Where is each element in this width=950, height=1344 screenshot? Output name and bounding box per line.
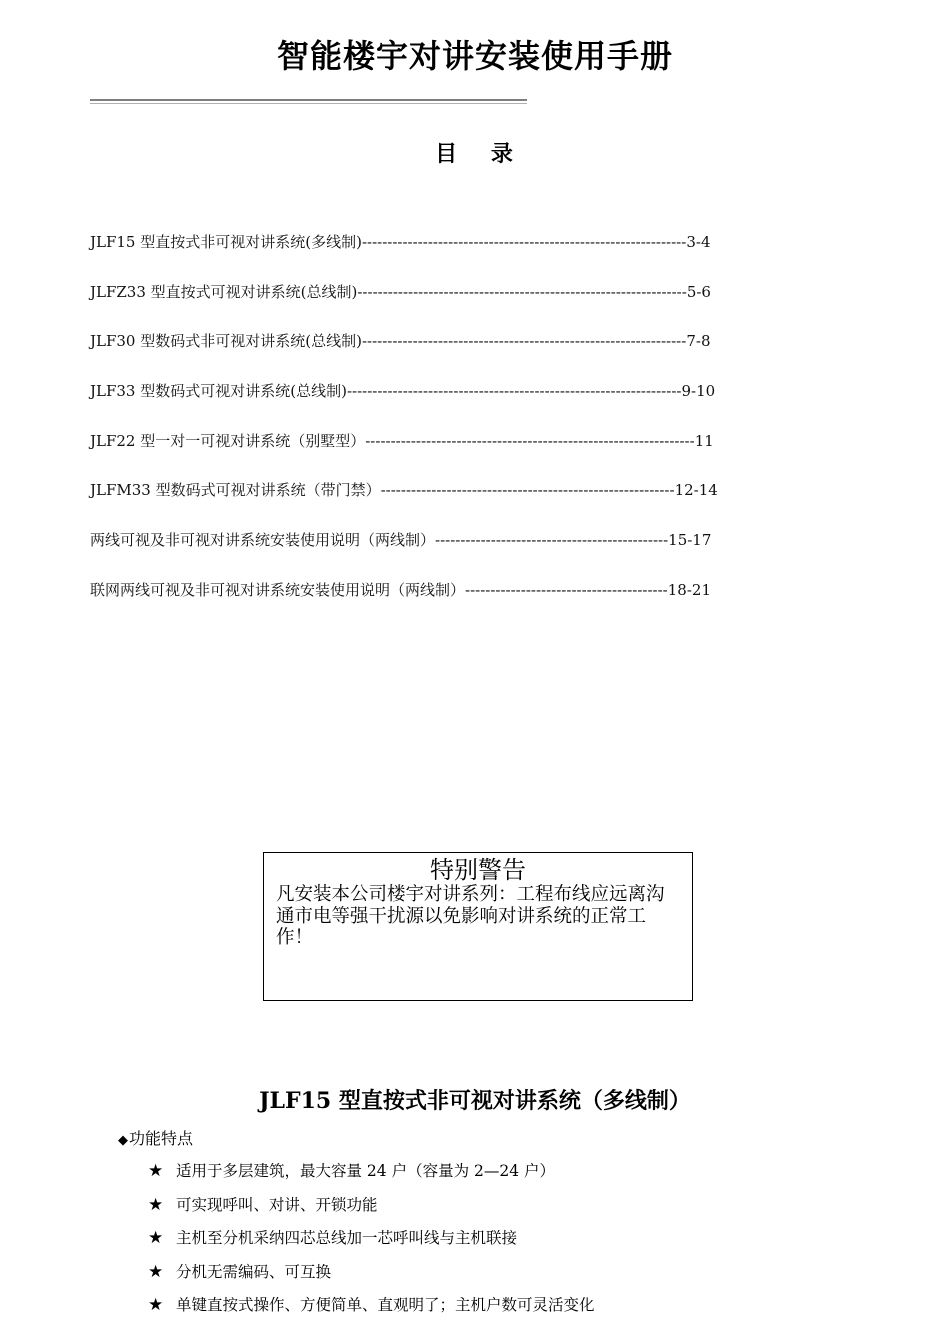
toc-entry[interactable] bbox=[90, 377, 850, 427]
feature-item bbox=[148, 1159, 595, 1193]
toc-entry[interactable] bbox=[90, 228, 850, 278]
section-title: JLF15 型直按式非可视对讲系统（多线制） bbox=[259, 1088, 691, 1114]
warning-text: 凡安装本公司楼宇对讲系列：工程布线应远离沟通市电等强干扰源以免影响对讲系统的正常工作！ bbox=[276, 884, 665, 948]
table-of-contents bbox=[90, 228, 850, 626]
toc-entry-title: 两线可视及非可视对讲系统安装使用说明（两线制）---------------------------------------------- bbox=[90, 531, 669, 550]
title-underline-rule bbox=[90, 99, 527, 101]
toc-entry-title: JLFZ33 型直按式可视对讲系统(总线制)----------------------------------------------------------------- bbox=[90, 282, 687, 301]
feature-item bbox=[148, 1293, 595, 1327]
toc-entry-title: JLF33 型数码式可视对讲系统(总线制)------------------------------------------------------------------ bbox=[90, 382, 682, 401]
toc-entry-pages: 18-21 bbox=[667, 580, 711, 599]
toc-entry-pages: 9-10 bbox=[681, 382, 716, 401]
toc-entry-pages: 11 bbox=[694, 431, 714, 450]
feature-text: 可实现呼叫、对讲、开锁功能 bbox=[176, 1195, 378, 1214]
toc-entry-title: 联网两线可视及非可视对讲系统安装使用说明（两线制）---------------------------------------- bbox=[90, 580, 668, 599]
features-heading bbox=[118, 1127, 193, 1153]
toc-entry-title: JLF22 型一对一可视对讲系统（别墅型）----------------------------------------------------------------- bbox=[90, 431, 695, 450]
feature-text: 主机至分机采纳四芯总线加一芯呼叫线与主机联接 bbox=[176, 1229, 518, 1248]
document-title: 智能楼宇对讲安装使用手册 bbox=[276, 37, 673, 75]
toc-entry-title: JLFM33 型数码式可视对讲系统（带门禁）---------------------------------------------------------- bbox=[90, 481, 675, 500]
star-bullet-icon: ★ bbox=[148, 1194, 164, 1215]
feature-item bbox=[148, 1260, 595, 1294]
features-heading-label: 功能特点 bbox=[129, 1129, 194, 1148]
toc-entry[interactable] bbox=[90, 427, 850, 477]
star-bullet-icon: ★ bbox=[148, 1161, 164, 1181]
toc-entry-pages: 3-4 bbox=[686, 233, 711, 251]
toc-entry-title: JLF15 型直按式非可视对讲系统(多线制)---------------------------------------------------------------- bbox=[90, 233, 687, 251]
feature-text: 分机无需编码、可互换 bbox=[176, 1262, 332, 1281]
feature-list bbox=[148, 1159, 595, 1327]
toc-heading: 目 录 bbox=[435, 142, 515, 167]
toc-entry-title: JLF30 型数码式非可视对讲系统(总线制)---------------------------------------------------------------- bbox=[90, 332, 687, 351]
diamond-bullet-icon: ◆ bbox=[118, 1133, 128, 1148]
toc-entry-pages: 15-17 bbox=[668, 531, 712, 550]
feature-item bbox=[148, 1193, 595, 1227]
toc-entry-pages: 12-14 bbox=[674, 481, 718, 500]
toc-entry[interactable] bbox=[90, 526, 850, 576]
feature-item bbox=[148, 1226, 595, 1260]
star-bullet-icon: ★ bbox=[148, 1228, 164, 1249]
toc-entry-pages: 7-8 bbox=[686, 332, 711, 351]
star-bullet-icon: ★ bbox=[148, 1295, 164, 1316]
toc-entry[interactable] bbox=[90, 327, 850, 377]
feature-text: 适用于多层建筑，最大容量 24 户（容量为 2—24 户） bbox=[176, 1162, 556, 1180]
feature-text: 单键直按式操作、方便简单、直观明了；主机户数可灵活变化 bbox=[176, 1296, 595, 1315]
toc-entry-pages: 5-6 bbox=[686, 282, 711, 301]
special-warning-box bbox=[263, 852, 693, 1001]
toc-entry[interactable] bbox=[90, 278, 850, 328]
star-bullet-icon: ★ bbox=[148, 1261, 164, 1282]
toc-entry[interactable] bbox=[90, 576, 850, 626]
warning-title: 特别警告 bbox=[430, 856, 526, 884]
toc-entry[interactable] bbox=[90, 476, 850, 526]
